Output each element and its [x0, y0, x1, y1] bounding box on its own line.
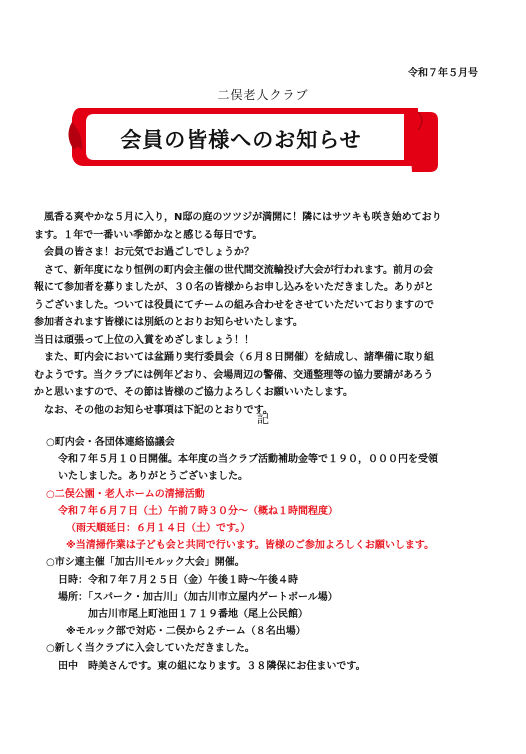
- body-line: なお、その他のお知らせ事項は下記のとおりです。: [34, 404, 273, 416]
- notice-2-line: （雨天順延日：６月１４日（土）です。）: [66, 523, 251, 535]
- notice-2-line: 令和７年６月７日（土）午前７時３０分～（概ね１時間程度）: [58, 505, 338, 517]
- notice-4-title: ○新しく当クラブに入会していただきました。: [46, 643, 255, 655]
- notice-list: [46, 434, 496, 675]
- notice-3-date: 日時：令和７年７月２５日（金）午後１時～午後４時: [58, 574, 298, 586]
- notice-3-place: 場所：「スパーク・加古川」（加古川市立屋内ゲートボール場）: [58, 591, 338, 603]
- issue-date: 令和７年５月号: [408, 68, 478, 79]
- body-line: 当日は頑張って上位の入賞をめざしましょう！！: [34, 334, 254, 346]
- body-line: さて、新年度になり恒例の町内会主催の世代間交流輪投げ大会が行われます。前月の会: [34, 264, 433, 276]
- notice-4-line: 田中 時美さんです。東の組になります。３８隣保にお住まいです。: [58, 660, 366, 672]
- notice-2-title: ○二俣公園・老人ホームの清掃活動: [46, 488, 205, 500]
- body-line: うございました。ついては役員にてチームの組み合わせをさせていただいておりますので: [34, 299, 434, 311]
- body-text: [34, 209, 494, 419]
- body-line: 報にて参加者を募りましたが、３０名の皆様からお申し込みをいただきました。ありがと: [34, 282, 434, 293]
- notice-3-title: ○市シ連主催「加古川モルック大会」開催。: [46, 557, 245, 569]
- notice-1-title: ○町内会・各団体連絡協議会: [46, 437, 175, 448]
- banner-title: 会員の皆様へのお知らせ: [120, 128, 362, 152]
- body-line: 会員の皆さま！お元気でお過ごしでしょうか？: [34, 247, 254, 258]
- body-line: 風香る爽やかな５月に入り，N邸の庭のツツジが満開に！隣にはサツキも咲き始めており: [34, 212, 442, 223]
- notice-2-line: ※当清掃作業は子ども会と共同で行います。皆様のご参加よろしくお願いします。: [66, 540, 435, 552]
- notice-3-note: ※モルック部で対応・二俣から２チーム（８名出場）: [66, 626, 306, 638]
- club-name: 二俣老人クラブ: [217, 88, 309, 102]
- body-line: ます。１年で一番いい季節かなと感じる毎日です。: [34, 229, 263, 241]
- ki-label: 記: [256, 412, 269, 426]
- body-line: かと思いますので、その節は皆様のご協力よろしくお願いいたします。: [34, 387, 353, 398]
- body-line: むようです。当クラブには例年どおり、会場周辺の警備、交通整理等の協力要請があろう: [34, 369, 434, 381]
- body-line: また、町内会においては盆踊り実行委員会（６月８日開催）を結成し、諸準備に取り組: [34, 352, 434, 363]
- body-line: 参加者されます皆様には別紙のとおりお知らせいたします。: [34, 317, 303, 328]
- notice-1-line: いたしました。ありがとうございました。: [58, 471, 248, 483]
- notice-3-place-address: 加古川市尾上町池田１７１９番地（尾上公民館）: [88, 609, 308, 621]
- notice-1-line: 令和７年５月１０日開催。本年度の当クラブ活動補助金等で１９０，０００円を受領: [58, 454, 438, 466]
